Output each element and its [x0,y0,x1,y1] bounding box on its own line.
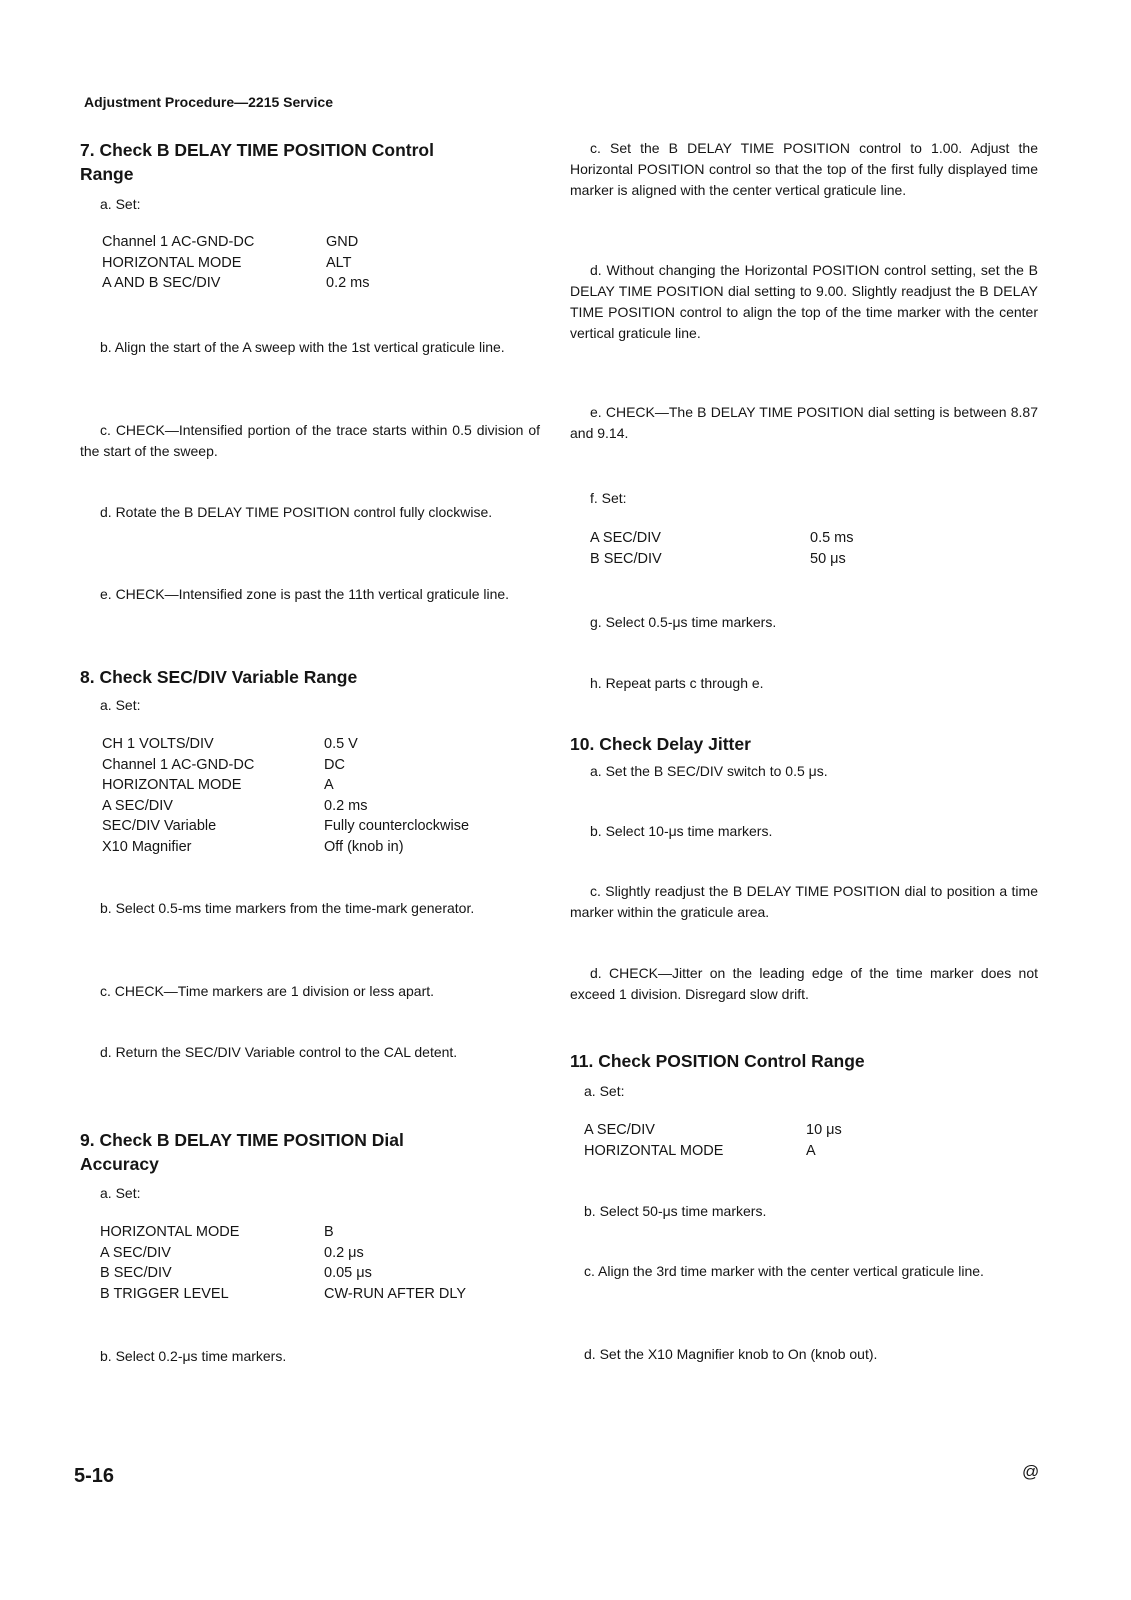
step-7e [80,584,540,605]
step-8c [80,981,540,1002]
setting-value: 0.2 μs [324,1244,364,1261]
step-10a: a. Set the B SEC/DIV switch to 0.5 μs. [590,763,828,779]
setting-value: Fully counterclockwise [324,818,470,834]
step-11b: b. Select 50-μs time markers. [584,1203,767,1219]
section-title: 8. Check SEC/DIV Variable Range [80,667,358,687]
step-9d [570,260,1038,344]
setting-row [102,775,469,796]
step-text: c. Align the 3rd time marker with the center vertical graticule line. [584,1263,984,1279]
setting-row [102,734,469,755]
step-11d: d. Set the X10 Magnifier knob to On (knob out). [584,1346,878,1362]
setting-value: 50 μs [810,550,846,567]
setting-key: SEC/DIV Variable [102,818,217,834]
setting-key: A SEC/DIV [590,530,661,546]
step-9b [80,1346,540,1367]
section-title-continued: Accuracy [80,1154,159,1174]
step-text: d. CHECK—Jitter on the leading edge of the time marker does not exceed 1 division. Disregard slow drift. [570,965,1038,1002]
step-text: c. CHECK—Intensified portion of the trace starts within 0.5 division of the start of the sweep. [80,422,540,459]
step-9f: f. Set: [590,490,627,506]
setting-value: 0.5 V [324,736,358,752]
step-7d [80,502,540,523]
setting-value: 0.05 μs [324,1265,372,1281]
step-text: c. CHECK—Time markers are 1 division or less apart. [100,983,435,999]
setting-value: 0.5 ms [810,530,854,546]
setting-value: DC [324,756,345,773]
section-title: 10. Check Delay Jitter [570,734,751,754]
section-title: 7. Check B DELAY TIME POSITION Control [80,140,434,160]
setting-row [102,837,469,858]
page-number: 5-16 [74,1465,115,1487]
setting-row [102,755,469,776]
setting-key: HORIZONTAL MODE [102,254,242,271]
setting-key: HORIZONTAL MODE [584,1142,724,1159]
section-title-continued: Range [80,164,134,184]
setting-row [100,1243,466,1264]
setting-row [102,816,469,837]
setting-value: A [324,777,334,793]
step-text: b. Select 0.5-ms time markers from the time-mark generator. [100,900,475,916]
step-text: e. CHECK—Intensified zone is past the 11th vertical graticule line. [100,586,510,602]
step-11a: a. Set: [584,1083,625,1099]
setting-key: CH 1 VOLTS/DIV [102,736,214,752]
step-text: e. CHECK—The B DELAY TIME POSITION dial setting is between 8.87 and 9.14. [570,404,1038,441]
setting-row [100,1222,466,1243]
settings-9f [590,528,854,569]
section-title: 9. Check B DELAY TIME POSITION Dial [80,1130,404,1150]
section-9-title [80,1128,540,1176]
section-11-title [570,1049,1038,1073]
step-7c [80,420,540,462]
step-9h: h. Repeat parts c through e. [590,675,764,691]
setting-value: 10 μs [806,1122,842,1138]
setting-key: B SEC/DIV [100,1265,172,1281]
step-10d [570,963,1038,1005]
step-text: b. Align the start of the A sweep with the 1st vertical graticule line. [100,339,505,355]
step-7b [80,337,540,358]
section-7-title [80,138,540,186]
step-10c [570,881,1038,923]
section-8-title [80,665,540,689]
setting-row [102,253,370,274]
step-text: d. Without changing the Horizontal POSITION control setting, set the B DELAY TIME POSITION dial setting to 9.00. Slightly readjust the B DELAY TIME POSITION control to align the top of the time marker with the center vertical graticule line. [570,262,1038,341]
step-text: c. Set the B DELAY TIME POSITION control to 1.00. Adjust the Horizontal POSITION control so that the top of the first fully displayed time marker is aligned with the center vertical graticule line. [570,140,1038,198]
step-7a: a. Set: [100,196,141,212]
settings-9a [100,1222,466,1304]
step-8b [80,898,540,919]
setting-row [100,1263,466,1284]
step-9e [570,402,1038,444]
setting-key: X10 Magnifier [102,838,192,855]
setting-row [584,1120,842,1141]
setting-key: B SEC/DIV [590,550,662,567]
step-text: d. Return the SEC/DIV Variable control to the CAL detent. [100,1044,458,1060]
setting-row [590,549,854,570]
settings-8a [102,734,469,857]
setting-value: GND [326,234,359,250]
setting-key: A SEC/DIV [584,1122,655,1138]
setting-row [102,273,370,294]
setting-key: Channel 1 AC-GND-DC [102,756,255,773]
step-text: d. Rotate the B DELAY TIME POSITION control fully clockwise. [100,504,493,520]
settings-11a [584,1120,842,1161]
setting-row [590,528,854,549]
setting-key: B TRIGGER LEVEL [100,1285,229,1302]
setting-value: ALT [326,254,352,271]
step-9a: a. Set: [100,1185,141,1201]
setting-key: A AND B SEC/DIV [102,275,221,291]
setting-value: 0.2 ms [324,797,368,814]
section-title: 11. Check POSITION Control Range [570,1051,865,1071]
setting-row [102,796,469,817]
setting-key: Channel 1 AC-GND-DC [102,234,255,250]
step-text: c. Slightly readjust the B DELAY TIME POSITION dial to position a time marker within the graticule area. [570,883,1038,920]
setting-key: A SEC/DIV [102,797,173,814]
step-8d [80,1042,540,1063]
setting-value: A [806,1142,816,1159]
setting-key: HORIZONTAL MODE [100,1224,240,1240]
setting-value: 0.2 ms [326,275,370,291]
step-text: b. Select 0.2-μs time markers. [100,1348,287,1364]
step-9c [570,138,1038,201]
step-11c [558,1261,1038,1282]
step-9g: g. Select 0.5-μs time markers. [590,614,777,630]
setting-value: Off (knob in) [324,838,404,855]
running-head: Adjustment Procedure—2215 Service [84,94,333,110]
setting-row [102,232,370,253]
publisher-mark: @ [1022,1462,1040,1481]
section-10-title [570,732,1038,756]
setting-key: A SEC/DIV [100,1244,171,1261]
step-8a: a. Set: [100,697,141,713]
step-10b: b. Select 10-μs time markers. [590,823,773,839]
setting-value: B [324,1224,334,1240]
setting-row [584,1141,842,1162]
setting-key: HORIZONTAL MODE [102,777,242,793]
setting-row [100,1284,466,1305]
settings-7a [102,232,370,294]
setting-value: CW-RUN AFTER DLY [324,1285,467,1302]
